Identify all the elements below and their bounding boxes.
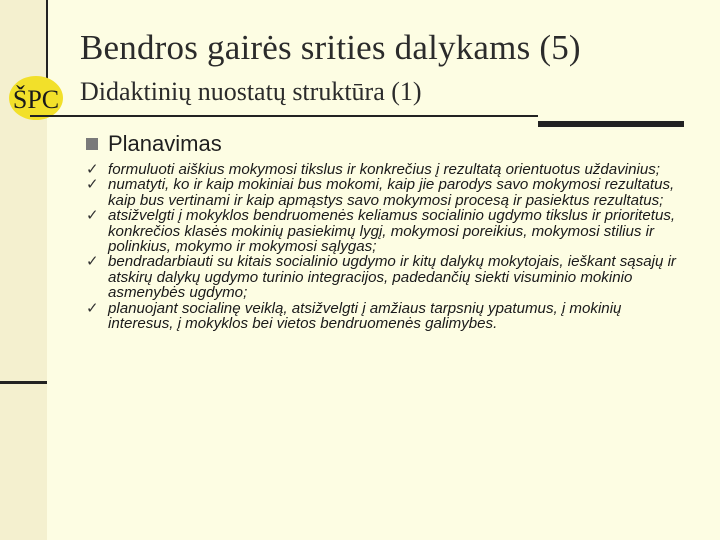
- bullet-text: atsižvelgti į mokyklos bendruomenės keliamus socialinio ugdymo tikslus ir prioritetus, konkrečios klasės mokinių pasiekimų lygį, mokymosi poreikius, mokymosi stilius ir polinkius, mokymo ir mokymosi sąlygas;: [108, 207, 676, 256]
- bullet-list: [86, 162, 686, 331]
- title-rule: [30, 115, 538, 117]
- slide-subtitle: Didaktinių nuostatų struktūra (1): [80, 77, 422, 106]
- slide-title: Bendros gairės srities dalykams (5): [80, 28, 581, 67]
- bullet-text: bendradarbiauti su kitais socialinio ugdymo ir kitų dalykų mokytojais, ieškant sąsajų ir atskirų dalykų ugdymo turinio integracijos, padedančių siekti visuminio mokinio asmenybės ugdymo;: [108, 253, 676, 302]
- check-icon: ✓: [86, 175, 99, 194]
- bullet-text: planuojant socialinę veiklą, atsižvelgti į amžiaus tarpsnių ypatumus, į mokinių interesus, į mokyklos bei vietos bendruomenės galimybes.: [108, 299, 622, 333]
- title-rule-accent: [538, 121, 684, 127]
- check-icon: ✓: [86, 206, 99, 225]
- section-label: Planavimas: [108, 131, 222, 156]
- square-bullet-icon: [86, 138, 98, 150]
- check-icon: ✓: [86, 160, 99, 178]
- list-item: [86, 298, 686, 333]
- logo-text: ŠPC: [12, 85, 60, 114]
- list-item: [86, 254, 686, 300]
- left-bottom-rule: [0, 381, 47, 384]
- bullet-text: formuluoti aiškius mokymosi tikslus ir konkrečius į rezultatą orientuotus uždavinius;: [108, 161, 660, 178]
- bullet-text: numatyti, ko ir kaip mokiniai bus mokomi, kaip jie parodys savo mokymosi rezultatus, kaip bus vertinami ir kaip apmąstys savo mokymosi procesą ir pasiektus rezultatus;: [108, 176, 675, 209]
- section-heading: [86, 131, 222, 157]
- list-item: [86, 162, 686, 177]
- check-icon: ✓: [86, 298, 99, 317]
- check-icon: ✓: [86, 252, 99, 271]
- list-item: [86, 208, 686, 254]
- list-item: [86, 177, 686, 208]
